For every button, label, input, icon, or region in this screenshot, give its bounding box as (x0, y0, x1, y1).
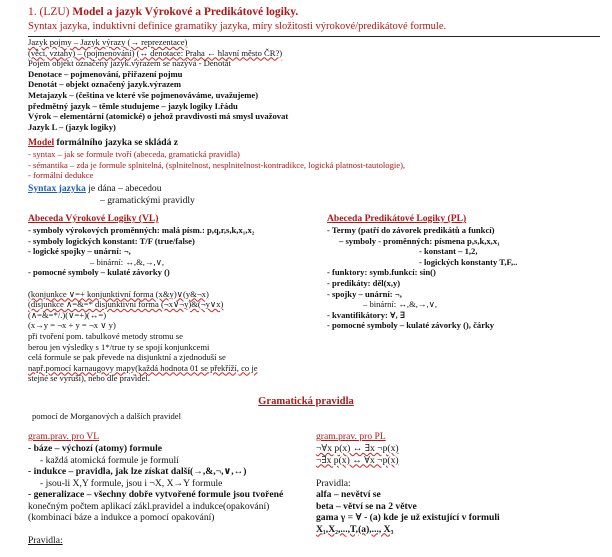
gpl-lines (316, 443, 500, 535)
vl-line: - symboly logických konstant: T/F (true/false) (28, 235, 195, 246)
grammar-note: pomocí de Morganových a dalších pravidel (32, 411, 181, 421)
vl-line: - symboly výrokových proměnných: malá písm.: p,q,r,s,k,x₁,x₂ (28, 225, 255, 235)
def-line: Denotace – pojmenování, přiřazení pojmu (28, 68, 183, 79)
syntax-head-rest: je dána – abecedou (88, 183, 162, 194)
vl-line: (konjunkce ∨=+ konjunktivní forma (x&y)∨(y&¬x) (28, 288, 209, 299)
gvl-line: - každá atomická formule je formulí (40, 454, 179, 466)
gvl-line: - jsou-li X,Y formule, jsou i ¬X, X→Y formule (40, 477, 223, 489)
gpl-line (316, 466, 500, 478)
model-head-rest: formálního jazyka se skládá z (56, 137, 179, 148)
def-line: Metajazyk – (čeština ve které vše pojmenováváme, uvažujeme) (28, 89, 259, 100)
vl-line: berou jen výsledky s 1*/true ty se spojí konjunkcemi (28, 341, 210, 352)
pl-heading: Abeceda Predikátové Logiky (PL) (327, 213, 467, 224)
gpl-line: beta – větví se na 2 větve (316, 500, 417, 512)
model-item: - formální dedukce (28, 170, 94, 181)
model-heading (28, 137, 178, 149)
pl-line: - logických konstanty T,F,.. (419, 256, 518, 267)
vl-line: – binární: ↔,&,→,∨, (90, 256, 165, 267)
pl-line: - Termy (patří do závorek predikátů a funkcí) (327, 225, 495, 235)
vl-line: (∧=&=*/.)(∨=+)(↔=) (28, 309, 107, 320)
def-line: (věci, vztahy) – (pojmenování) (↔ denotace: Praha ← hlavní město ČR?) (28, 47, 283, 58)
gvl-line: (kombinací báze a indukce a pomocí opakování) (28, 512, 215, 523)
vl-line: (x→y = ¬x + y = ¬x ∨ y) (28, 320, 116, 331)
gvl-line: - báze – výchozí (atomy) formule (28, 443, 163, 454)
gvl-line: - generalizace – všechny dobře vytvořené formule jsou tvořené (28, 489, 284, 500)
model-item: - sémantika – zda je formule splnitelná, (splnitelnost, nesplnitelnost-kontradikce, logická platnost-tautologie), (28, 159, 406, 170)
pl-line: – symboly - proměnných: písmena p,s,k,x,x₁ (339, 235, 500, 246)
pl-line: - spojky – unární: ¬, (327, 288, 402, 299)
syntax-head-word: Syntax jazyka (28, 183, 86, 194)
gpl-line: ¬∀x p(x) ↔ ∃x ¬p(x) (316, 443, 399, 454)
pl-line: - funktory: symb.funkcí: sin() (327, 267, 436, 278)
def-line: Jazyk L – (jazyk logiky) (28, 121, 116, 132)
def-line: Jazyk pojmy – Jazyk výrazy (→ reprezentace) (28, 37, 188, 47)
gpl-heading: gram.prav. pro PL (316, 431, 386, 442)
grammar-heading: Gramatická pravidla (258, 396, 354, 407)
vl-line: stejné se vyruší), nebo dle pravidel. (28, 373, 150, 384)
syntax-line2: – gramatickými pravidly (100, 195, 195, 206)
gvl-heading: gram.prav. pro VL (28, 431, 100, 442)
model-item: - syntax – jak se formule tvoří (abeceda, gramatická pravidla) (28, 149, 240, 159)
pl-line: - konstant – 1,2, (419, 246, 478, 257)
def-line: Výrok – elementární (atomické) o jehož pravdivosti má smysl uvažovat (28, 111, 289, 122)
vl-heading: Abeceda Výrokové Logiky (VL) (28, 213, 159, 224)
vl-line: - logické spojky – unární: ¬, (28, 246, 131, 257)
pl-lines (327, 225, 517, 331)
vl-line: - pomocné symboly – kulaté závorky () (28, 267, 170, 278)
gpl-line: ¬∃x p(x) ↔ ∀x ¬p(x) (316, 454, 399, 466)
gvl-line: Pravidla: (28, 535, 63, 546)
gpl-line: Pravidla: (316, 477, 351, 489)
pl-line: - pomocné symboly – kulaté závorky (), čárky (327, 320, 495, 331)
vl-line: (disjunkce ∧=&=* disjunktivní forma (¬x∨¬y)&(¬y∨x) (28, 299, 224, 310)
document-title (28, 6, 298, 18)
syntax-heading (28, 183, 162, 195)
vl-line (28, 278, 258, 289)
vl-line: celá formule se pak převede na disjunktní a zjednoduší se (28, 352, 226, 363)
def-line: Pojem objekt označený jazyk.výrazem se nazývá - Denotát (28, 58, 231, 69)
gvl-line: - indukce – pravidla, jak lze získat další(→,&,¬,∨,↔) (28, 466, 247, 477)
def-line: Denotát – objekt označený jazyk.výrazem (28, 79, 181, 90)
gvl-line: konečným počtem aplikací zákl.pravidel a indukce(opakování) (28, 500, 270, 512)
gpl-line: gama γ = ∀ - (a) kde je už existující v formuli (316, 512, 500, 523)
vl-line: např.pomocí karnaugovy mapy(každá hodnota 01 se překříží, co je (28, 362, 258, 373)
definitions-block (28, 37, 288, 132)
pl-line: - predikáty: děl(x,y) (327, 277, 401, 288)
pl-line: - kvantifikátory: ∀, ∃ (327, 309, 406, 320)
title-prefix: 1. (LZU) (28, 6, 70, 18)
document-subtitle: Syntax jazyka, induktivní definice gramatiky jazyka, míry složitosti výrokové/predikátové formule. (28, 21, 447, 32)
gpl-line: alfa – nevětví se (316, 489, 381, 500)
vl-line: při tvoření pom. tabulkové metody stromu se (28, 330, 183, 341)
title-main: Model a jazyk Výrokové a Predikátové logiky. (72, 6, 299, 18)
vl-lines (28, 225, 258, 384)
def-line: předmětný jazyk – těmle studujeme – jazyk logiky I.řádu (28, 100, 238, 111)
gvl-line (28, 524, 283, 536)
model-items (28, 149, 405, 181)
model-head-word: Model (28, 137, 55, 148)
pl-line: – binární: ↔,&,→,∨, (363, 299, 438, 310)
gpl-line: X₁,X₂,...,T,(a),..., X₃ (316, 523, 394, 535)
gvl-lines (28, 443, 283, 547)
